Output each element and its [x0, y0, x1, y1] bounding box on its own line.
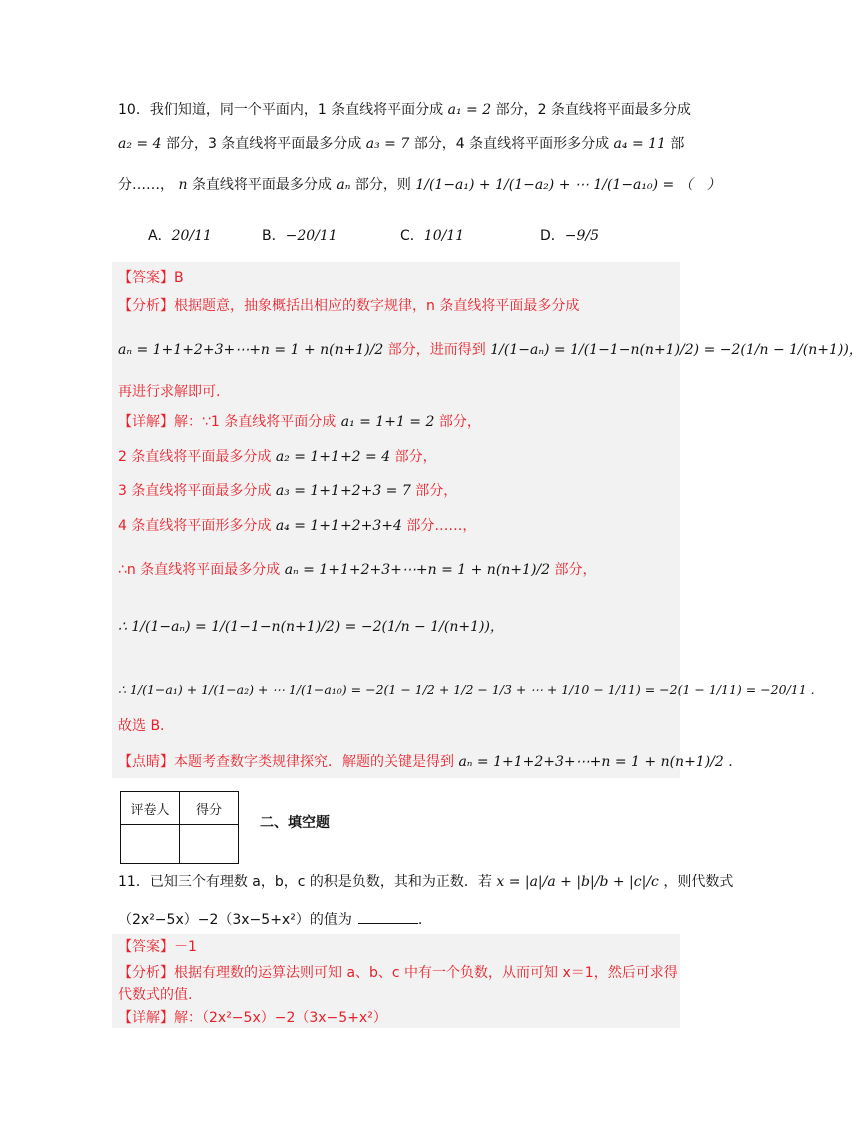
- q10-answer: [118, 268, 184, 288]
- q10-math: a₄ = 11: [613, 136, 666, 152]
- q10-math: a₃ = 7: [365, 136, 410, 152]
- score-table: [120, 791, 239, 864]
- analysis-text: 再进行求解即可.: [118, 384, 221, 400]
- q10-text: 部分，3 条直线将平面最多分成: [165, 136, 362, 152]
- detail-text: 部分，: [415, 483, 458, 499]
- detail-text: 【详解】解：∵1 条直线将平面分成: [118, 414, 337, 430]
- analysis-text: 部分，进而得到: [387, 342, 486, 358]
- score-table-header-score: 得分: [180, 792, 239, 825]
- choice-value: −9/5: [564, 228, 600, 244]
- answer-text: 【答案】－1: [118, 939, 197, 955]
- q10-math: a₁ = 2: [447, 102, 492, 118]
- q10-math: n: [178, 177, 188, 193]
- score-table-cell-grader[interactable]: [121, 825, 180, 864]
- analysis-text: 代数式的值.: [118, 987, 193, 1003]
- q11-analysis-2: [118, 985, 192, 1005]
- detail-text: 部分，: [438, 414, 481, 430]
- choice-c[interactable]: [400, 225, 464, 245]
- q11-analysis-1: [118, 963, 678, 983]
- q10-detail-4: [118, 516, 476, 536]
- detail-text: 3 条直线将平面最多分成: [118, 483, 272, 499]
- q10-detail-8: [118, 716, 165, 736]
- q10-text: 分……，: [118, 177, 174, 193]
- q10-math: a₂ = 4: [118, 136, 162, 152]
- q10-analysis-1: [118, 296, 579, 316]
- comment-math: aₙ = 1+1+2+3+⋯+n = 1 + n(n+1)/2 .: [458, 754, 733, 770]
- choice-value: 20/11: [171, 228, 212, 244]
- q11-text: （2x²−5x）−2（3x−5+x²）的值为: [118, 912, 352, 928]
- q10-detail-6: [118, 617, 504, 637]
- choice-label: A．: [148, 228, 172, 244]
- q10-line-2: [118, 134, 684, 154]
- analysis-math: aₙ = 1+1+2+3+⋯+n = 1 + n(n+1)/2: [118, 342, 384, 358]
- detail-math: a₂ = 1+1+2 = 4: [275, 449, 391, 465]
- detail-math: a₃ = 1+1+2+3 = 7: [275, 483, 411, 499]
- section-heading: 二、填空题: [260, 815, 330, 831]
- q10-text: 部分，2 条直线将平面最多分成: [495, 102, 691, 118]
- q10-analysis-2: [118, 340, 863, 360]
- detail-math: ∴ 1/(1−aₙ) = 1/(1−1−n(n+1)/2) = −2(1/n − 1/(n+1))，: [118, 619, 504, 635]
- q10-detail-3: [118, 481, 457, 501]
- choice-label: C．: [400, 228, 424, 244]
- detail-text: 【详解】解：（2x²−5x）−2（3x−5+x²）: [118, 1010, 387, 1026]
- choice-b[interactable]: [262, 225, 338, 245]
- detail-text: 故选 B.: [118, 718, 165, 734]
- choice-label: B．: [262, 228, 286, 244]
- q11-line-1: [118, 872, 733, 892]
- choice-value: 10/11: [423, 228, 465, 244]
- q11-detail-1: [118, 1008, 387, 1028]
- detail-text: 部分，: [394, 449, 437, 465]
- q10-math: aₙ: [336, 177, 351, 193]
- detail-text: ∴n 条直线将平面最多分成: [118, 562, 281, 578]
- detail-math: aₙ = 1+1+2+3+⋯+n = 1 + n(n+1)/2: [284, 562, 551, 578]
- detail-math: a₁ = 1+1 = 2: [340, 414, 435, 430]
- choice-value: −20/11: [285, 228, 338, 244]
- detail-text: 2 条直线将平面最多分成: [118, 449, 272, 465]
- q10-detail-2: [118, 447, 437, 467]
- analysis-math: 1/(1−aₙ) = 1/(1−1−n(n+1)/2) = −2(1/n − 1/(n+1))，: [490, 342, 863, 358]
- q10-detail-5: [118, 560, 596, 580]
- q10-detail-7: [118, 680, 815, 700]
- comment-text: 【点睛】本题考查数字类规律探究．解题的关键是得到: [118, 754, 454, 770]
- analysis-text: 【分析】根据题意，抽象概括出相应的数字规律，n 条直线将平面最多分成: [118, 298, 580, 314]
- detail-math: ∴ 1/(1−a₁) + 1/(1−a₂) + ⋯ 1/(1−a₁₀) = −2(1 − 1/2 + 1/2 − 1/3 + ⋯ + 1/10 − 1/11) = −2(1 − 1/11) = −20/11 .: [118, 682, 815, 697]
- q10-text: 部分，4 条直线将平面形多分成: [413, 136, 610, 152]
- q10-line-3: [118, 175, 721, 195]
- detail-math: a₄ = 1+1+2+3+4: [275, 518, 402, 534]
- q11-line-2: [118, 910, 422, 930]
- q10-text: 部: [670, 136, 685, 152]
- q10-sum-expression: 1/(1−a₁) + 1/(1−a₂) + ⋯ 1/(1−a₁₀) = （ ）: [415, 177, 721, 193]
- q11-answer: [118, 937, 197, 957]
- score-table-header-grader: 评卷人: [121, 792, 180, 825]
- detail-text: 4 条直线将平面形多分成: [118, 518, 272, 534]
- choice-d[interactable]: [540, 225, 599, 245]
- q10-analysis-3: [118, 382, 220, 402]
- q10-detail-1: [118, 412, 481, 432]
- q11-math: x = |a|/a + |b|/b + |c|/c: [496, 874, 659, 890]
- q10-line-1: [118, 100, 691, 120]
- q10-text: 部分，则: [354, 177, 411, 193]
- q10-comment: [118, 752, 733, 772]
- q10-text: 条直线将平面最多分成: [191, 177, 332, 193]
- choice-label: D．: [540, 228, 565, 244]
- answer-blank[interactable]: [358, 923, 418, 924]
- q10-text: 10．我们知道，同一个平面内，1 条直线将平面分成: [118, 102, 444, 118]
- choice-a[interactable]: [148, 225, 212, 245]
- analysis-text: 【分析】根据有理数的运算法则可知 a、b、c 中有一个负数，从而可知 x＝1，然后可求得: [118, 965, 678, 981]
- score-table-cell-score[interactable]: [180, 825, 239, 864]
- answer-text: 【答案】B: [118, 270, 184, 286]
- q11-text: 11．已知三个有理数 a，b，c 的积是负数，其和为正数．若: [118, 874, 492, 890]
- q11-text: ，则代数式: [663, 874, 734, 890]
- q11-text: .: [417, 912, 423, 928]
- detail-text: 部分，: [554, 562, 597, 578]
- detail-text: 部分……，: [406, 518, 477, 534]
